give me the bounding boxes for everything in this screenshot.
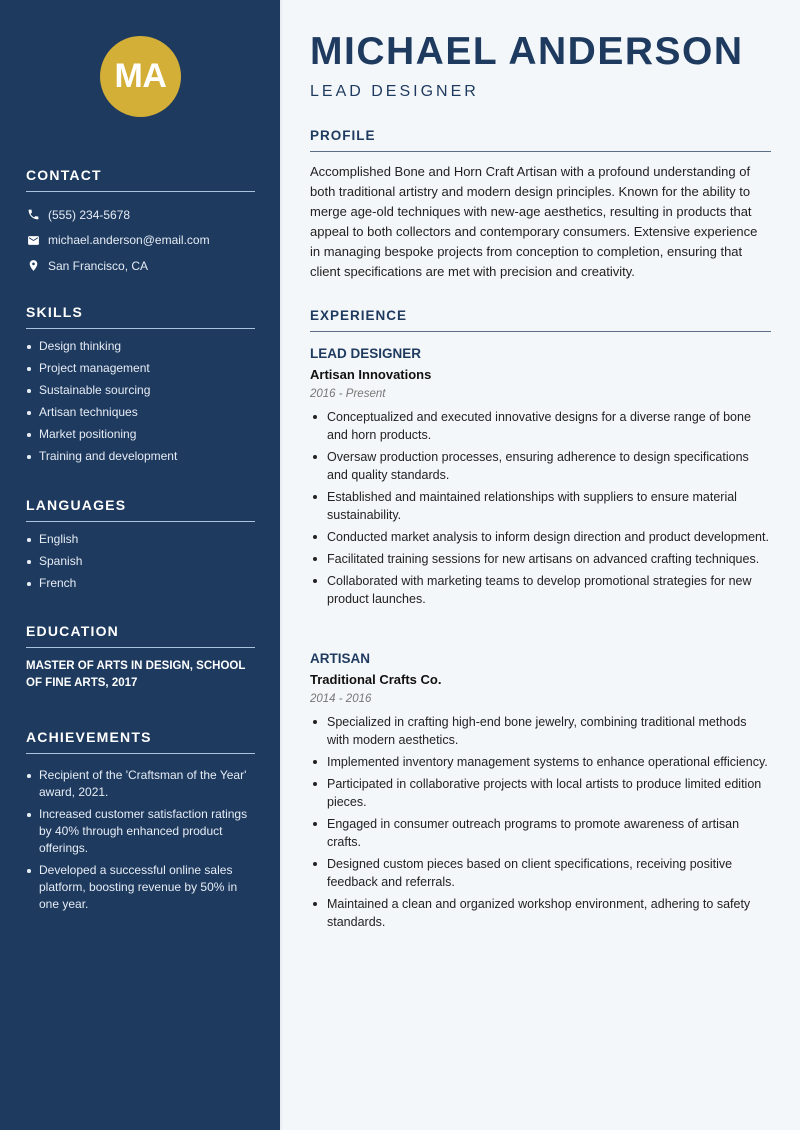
experience-section [310, 308, 771, 332]
job-bullet: Designed custom pieces based on client specifications, receiving positive feedback and referrals. [310, 855, 771, 891]
job-bullets [310, 408, 771, 608]
job-company: Artisan Innovations [310, 367, 432, 382]
job-entry-artisan [310, 651, 771, 935]
contact-list [26, 202, 255, 279]
job-bullet: Maintained a clean and organized workshop environment, adhering to safety standards. [310, 895, 771, 931]
job-bullet: Established and maintained relationships with suppliers to ensure material sustainability. [310, 488, 771, 524]
job-bullet: Engaged in consumer outreach programs to promote awareness of artisan crafts. [310, 815, 771, 851]
job-bullet: Participated in collaborative projects with local artists to produce limited edition pieces. [310, 775, 771, 811]
job-bullet: Facilitated training sessions for new artisans on advanced crafting techniques. [310, 550, 771, 568]
job-bullets [310, 713, 771, 931]
avatar [100, 36, 181, 117]
contact-location [26, 253, 255, 279]
profile-summary: Accomplished Bone and Horn Craft Artisan with a profound understanding of both traditional artistry and modern design principles. Known for the ability to merge age-old techniques with new-age aesthetics, resulting in products that appeal to both collectors and contemporary consumers. Extensive experience in managing bespoke projects from conception to completion, ensuring that client specifications are met with precision and creativity. [310, 164, 758, 279]
education-entry: MASTER OF ARTS IN DESIGN, SCHOOL OF FINE ARTS, 2017 [26, 660, 246, 689]
languages-list [26, 531, 255, 592]
languages-heading: LANGUAGES [26, 497, 255, 522]
profile-section [310, 128, 771, 282]
contact-location-text: San Francisco, CA [48, 258, 149, 273]
education-heading: EDUCATION [26, 623, 255, 648]
skills-section [26, 304, 255, 470]
education-section [26, 623, 255, 692]
language-item: French [26, 575, 255, 592]
languages-section [26, 497, 255, 597]
skill-item: Design thinking [26, 338, 255, 355]
job-dates: 2016 - Present [310, 388, 386, 400]
profile-heading: PROFILE [310, 128, 771, 152]
sidebar [0, 0, 280, 1130]
contact-email [26, 228, 255, 254]
experience-heading: EXPERIENCE [310, 308, 771, 332]
language-item: Spanish [26, 553, 255, 570]
job-bullet: Conceptualized and executed innovative designs for a diverse range of bone and horn products. [310, 408, 771, 444]
candidate-name: MICHAEL ANDERSON [310, 30, 744, 73]
contact-section [26, 167, 255, 279]
skill-item: Sustainable sourcing [26, 382, 255, 399]
language-item: English [26, 531, 255, 548]
skills-heading: SKILLS [26, 304, 255, 329]
candidate-title: LEAD DESIGNER [310, 83, 479, 100]
column-divider [280, 0, 282, 1130]
avatar-initials: MA [114, 57, 167, 95]
job-dates: 2014 - 2016 [310, 693, 372, 705]
skill-item: Market positioning [26, 426, 255, 443]
email-icon [26, 233, 40, 247]
achievement-item: Recipient of the 'Craftsman of the Year' award, 2021. [26, 767, 255, 801]
job-entry-lead-designer [310, 346, 771, 612]
skill-item: Training and development [26, 448, 255, 465]
job-title: LEAD DESIGNER [310, 346, 422, 361]
contact-phone [26, 202, 255, 228]
contact-phone-text[interactable]: (555) 234-5678 [48, 207, 131, 222]
job-bullet: Specialized in crafting high-end bone jewelry, combining traditional methods with modern aesthetics. [310, 713, 771, 749]
achievements-section [26, 729, 255, 918]
contact-heading: CONTACT [26, 167, 255, 192]
skill-item: Project management [26, 360, 255, 377]
location-pin-icon [26, 259, 40, 273]
achievement-item: Increased customer satisfaction ratings by 40% through enhanced product offerings. [26, 806, 255, 857]
skills-list [26, 338, 255, 465]
job-title: ARTISAN [310, 651, 370, 666]
achievements-list [26, 767, 255, 913]
job-bullet: Collaborated with marketing teams to develop promotional strategies for new product launches. [310, 572, 771, 608]
skill-item: Artisan techniques [26, 404, 255, 421]
job-bullet: Oversaw production processes, ensuring adherence to design specifications and quality standards. [310, 448, 771, 484]
job-company: Traditional Crafts Co. [310, 672, 442, 687]
achievements-heading: ACHIEVEMENTS [26, 729, 255, 754]
job-bullet: Implemented inventory management systems to enhance operational efficiency. [310, 753, 771, 771]
phone-icon [26, 208, 40, 222]
achievement-item: Developed a successful online sales platform, boosting revenue by 50% in one year. [26, 862, 255, 913]
contact-email-text[interactable]: michael.anderson@email.com [48, 233, 210, 248]
job-bullet: Conducted market analysis to inform design direction and product development. [310, 528, 771, 546]
